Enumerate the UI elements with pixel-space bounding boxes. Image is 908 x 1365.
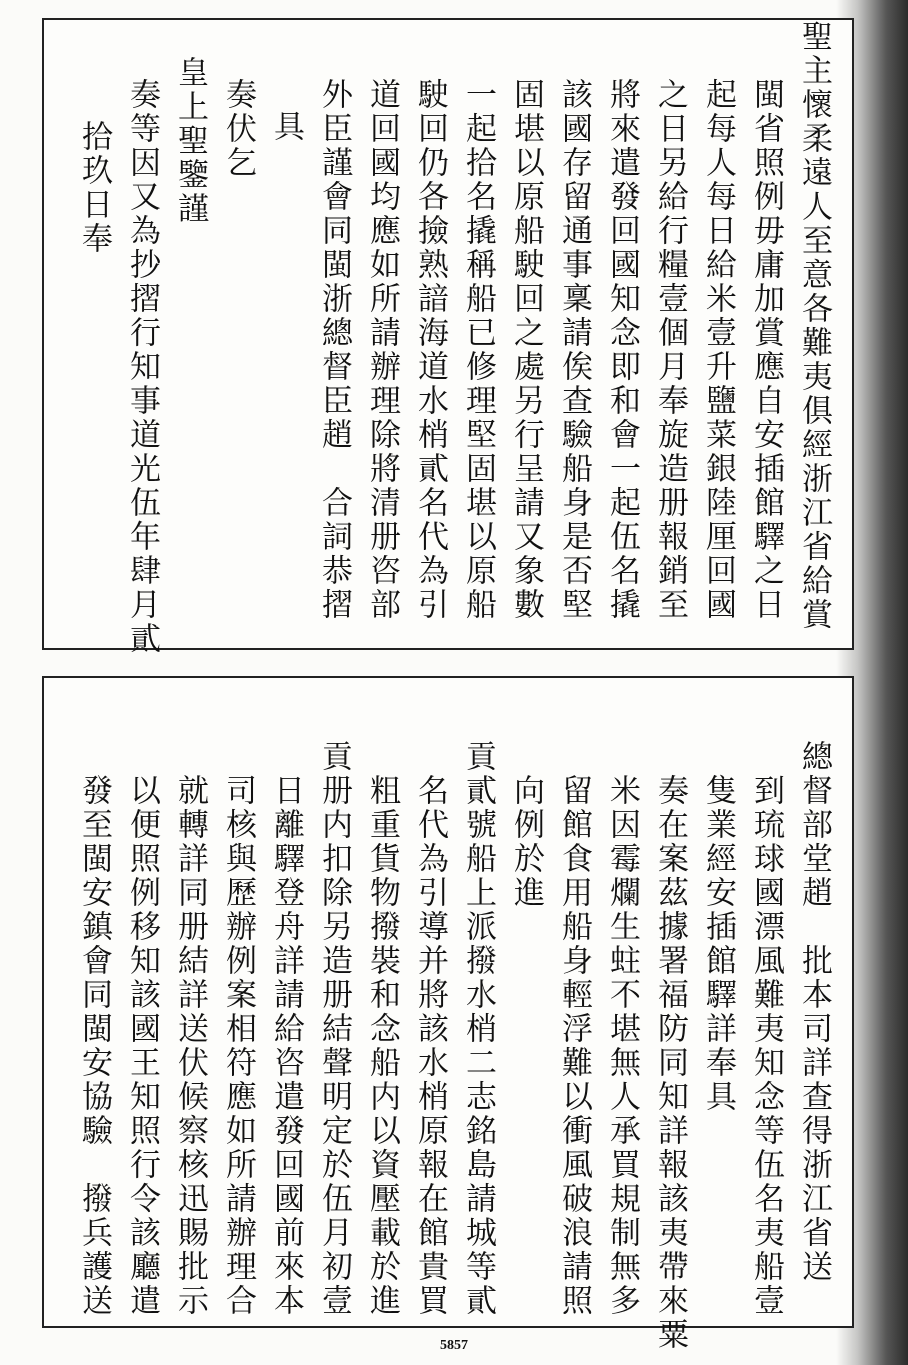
page-number: 5857 xyxy=(440,1338,468,1353)
text-column: 皇上聖鑒謹 xyxy=(172,56,208,226)
text-column: 就轉詳同册結詳送伏候察核迅賜批示 xyxy=(172,774,208,1318)
text-column: 貢貳號船上派撥水梢二志銘島請城等貳 xyxy=(460,740,496,1318)
top-text-panel xyxy=(42,18,854,656)
text-column: 總督部堂趙 批本司詳查得浙江省送 xyxy=(796,740,832,1284)
text-column: 奏在案茲據署福防同知詳報該夷帶來粟 xyxy=(652,774,688,1352)
text-column: 閩省照例毋庸加賞應自安插館驛之日 xyxy=(748,78,784,622)
text-column: 留館食用船身輕浮難以衝風破浪請照 xyxy=(556,774,592,1318)
text-column: 發至閩安鎮會同閩安協驗 撥兵護送 xyxy=(76,774,112,1318)
text-column: 日離驛登舟詳請給咨遣發回國前來本 xyxy=(268,774,304,1318)
text-column: 道回國均應如所請辦理除將清册咨部 xyxy=(364,78,400,622)
text-column: 一起拾名撬稱船已修理堅固堪以原船 xyxy=(460,78,496,622)
text-column: 貢册内扣除另造册結聲明定於伍月初壹 xyxy=(316,740,352,1318)
text-column: 具 xyxy=(268,110,304,144)
text-column: 將來遣發回國知念即和會一起伍名撬 xyxy=(604,78,640,622)
text-column: 奏等因又為抄摺行知事道光伍年肆月貳 xyxy=(124,78,160,656)
text-column: 向例於進 xyxy=(508,774,544,910)
text-column: 駛回仍各撿熟諳海道水梢貳名代為引 xyxy=(412,78,448,622)
text-column: 名代為引導并將該水梢原報在館貴買 xyxy=(412,774,448,1318)
text-column: 聖主懷柔遠人至意各難夷俱經浙江省給賞 xyxy=(796,20,832,632)
text-column: 到琉球國漂風難夷知念等伍名夷船壹 xyxy=(748,774,784,1318)
text-column: 粗重貨物撥裝和念船内以資壓載於進 xyxy=(364,774,400,1318)
text-column: 之日另給行糧壹個月奉旋造册報銷至 xyxy=(652,78,688,622)
text-column: 以便照例移知該國王知照行令該廳遣 xyxy=(124,774,160,1318)
text-column: 起每人每日給米壹升鹽菜銀陸厘回國 xyxy=(700,78,736,622)
text-column: 隻業經安插館驛詳奉具 xyxy=(700,774,736,1114)
text-column: 司核與歷辦例案相符應如所請辦理合 xyxy=(220,774,256,1318)
text-column: 奏伏乞 xyxy=(220,78,256,180)
text-column: 米因霉爛生蛀不堪無人承買規制無多 xyxy=(604,774,640,1318)
text-column: 外臣謹會同閩浙總督臣趙 合詞恭摺 xyxy=(316,78,352,622)
text-column: 該國存留通事稟請俟查驗船身是否堅 xyxy=(556,78,592,622)
text-column: 拾玖日奉 xyxy=(76,120,112,256)
text-column: 固堪以原船駛回之處另行呈請又象數 xyxy=(508,78,544,622)
